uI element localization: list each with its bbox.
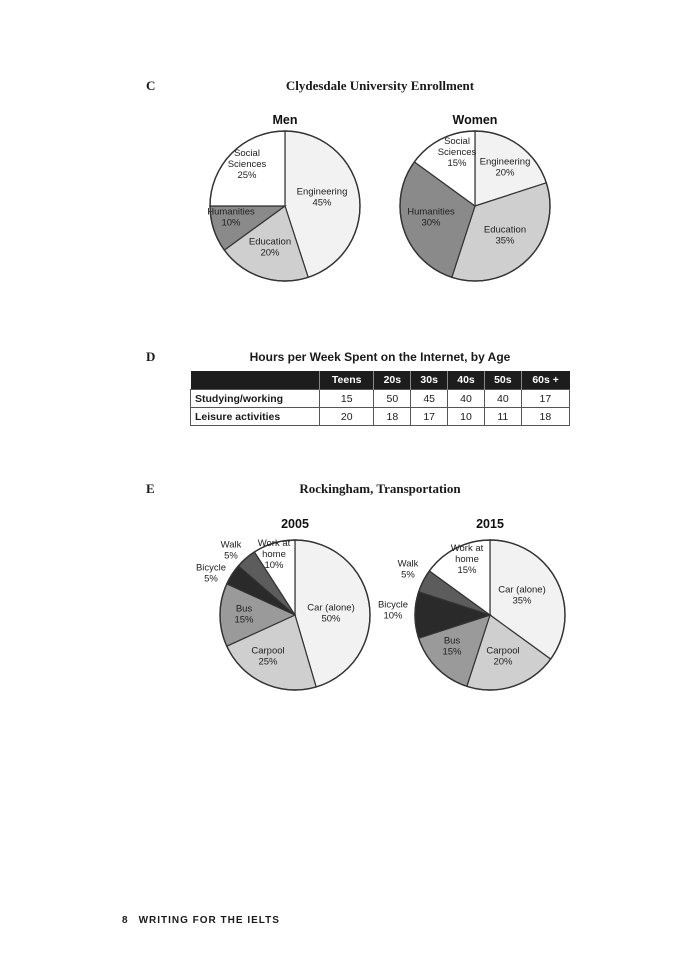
section-letter-d: D: [146, 349, 156, 364]
section-title-transportation: Rockingham, Transportation: [299, 481, 461, 496]
table-row-label: Leisure activities: [191, 408, 320, 426]
pie-title: 2005: [281, 517, 309, 531]
table-header-cell: 30s: [411, 371, 448, 390]
pie-title: Men: [272, 113, 298, 127]
pie-slice-label: Humanities 30%: [407, 206, 455, 229]
table-cell: 50: [374, 390, 411, 408]
table-header-cell: 50s: [484, 371, 521, 390]
table-cell: 17: [521, 390, 569, 408]
table-row-label: Studying/working: [191, 390, 320, 408]
table-cell: 20: [320, 408, 374, 426]
table-header-cell: 20s: [374, 371, 411, 390]
pie-slice-label: Walk 5%: [220, 539, 242, 562]
pie-slice-label: Walk 5%: [397, 558, 419, 581]
pie-slice-label: Engineering 20%: [479, 156, 531, 179]
section-title-enrollment: Clydesdale University Enrollment: [285, 78, 475, 93]
pie-slice-label: Bicycle 10%: [377, 599, 409, 622]
pie-slice-label: Car (alone) 50%: [307, 602, 355, 625]
table-header-cell: 60s +: [521, 371, 569, 390]
pie-slice-label: Education 20%: [248, 236, 292, 259]
pie-slice-label: Bus 15%: [442, 635, 462, 658]
pie-slice-label: Bus 15%: [234, 603, 254, 626]
page-number: 8: [122, 915, 129, 926]
section-title-internet: Hours per Week Spent on the Internet, by Age: [249, 350, 511, 364]
table-cell: 17: [411, 408, 448, 426]
pie-slice-label: Car (alone) 35%: [498, 584, 546, 607]
section-letter-e: E: [146, 481, 155, 496]
table-header-cell: 40s: [448, 371, 485, 390]
pie-slice-label: Carpool 25%: [251, 645, 285, 668]
table-cell: 10: [448, 408, 485, 426]
pie-slice-label: Education 35%: [483, 224, 527, 247]
pie-slice-label: Engineering 45%: [296, 186, 348, 209]
pie-slice-label: Humanities 10%: [207, 206, 255, 229]
page-footer: [122, 915, 280, 926]
table-cell: 18: [521, 408, 569, 426]
table-cell: 11: [484, 408, 521, 426]
table-header-cell: Teens: [320, 371, 374, 390]
table-cell: 15: [320, 390, 374, 408]
table-cell: 40: [484, 390, 521, 408]
pie-slice-label: Social Sciences 25%: [227, 148, 267, 181]
pie-slice-label: Work at home 10%: [257, 538, 291, 571]
pie-slice-label: Carpool 20%: [486, 645, 520, 668]
pie-slice-label: Bicycle 5%: [195, 562, 227, 585]
pie-title: Women: [452, 113, 498, 127]
section-letter-c: C: [146, 78, 156, 93]
pie-title: 2015: [476, 517, 504, 531]
pie-slice-label: Work at home 15%: [450, 543, 484, 576]
table-cell: 18: [374, 408, 411, 426]
table-cell: 45: [411, 390, 448, 408]
table-cell: 40: [448, 390, 485, 408]
pie-slice-label: Social Sciences 15%: [437, 136, 477, 169]
footer-text: WRITING FOR THE IELTS: [138, 915, 280, 926]
